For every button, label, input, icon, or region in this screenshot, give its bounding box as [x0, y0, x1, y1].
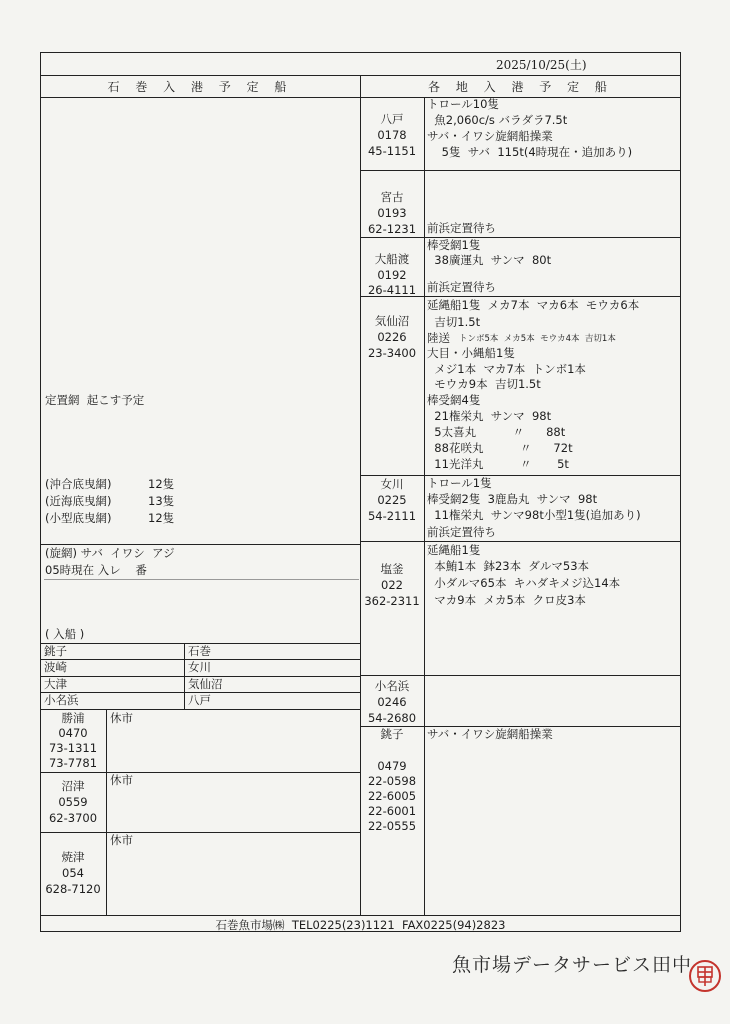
- rule: [40, 915, 681, 916]
- market-status: 休市: [110, 773, 133, 787]
- port-phone: 45-1151: [367, 144, 417, 158]
- divider: [424, 97, 425, 915]
- port-line: 5隻 サバ 115t(4時現在・追加あり): [427, 145, 633, 159]
- port-cell: 銚子: [44, 644, 67, 658]
- market-status: 休市: [110, 833, 133, 847]
- port-cell: 気仙沼: [188, 677, 223, 691]
- port-line: 本鮪1本 鉢23本 ダルマ53本: [427, 559, 590, 573]
- port-name: 小名浜: [374, 679, 410, 693]
- market-phone: 628-7120: [45, 882, 101, 896]
- port-phone: 0225: [377, 493, 407, 507]
- port-name: 大船渡: [374, 252, 410, 266]
- port-line-small: トンボ5本 メカ5本 モウカ4本 吉切1本: [459, 334, 616, 344]
- market-phone: 73-7781: [48, 756, 98, 770]
- port-name: 宮古: [380, 190, 404, 204]
- port-phone: 26-4111: [367, 283, 417, 297]
- rule: [40, 772, 360, 773]
- port-line: 小ダルマ65本 キハダキメジ込14本: [427, 576, 621, 590]
- port-line: 吉切1.5t: [427, 315, 481, 329]
- port-line: 5太喜丸 〃 88t: [427, 425, 566, 439]
- port-line: 魚2,060c/s バラダラ7.5t: [427, 113, 568, 127]
- port-line: 前浜定置待ち: [427, 221, 496, 235]
- port-cell: 石巻: [188, 644, 211, 658]
- trawl-count: 12隻: [148, 511, 175, 525]
- port-cell: 小名浜: [44, 693, 79, 707]
- rule: [360, 675, 681, 676]
- rule: [40, 832, 360, 833]
- divider: [106, 709, 107, 915]
- port-phone: 0479: [377, 759, 407, 773]
- market-name: 沼津: [61, 779, 85, 793]
- teichi-schedule: 定置網 起こす予定: [45, 393, 145, 407]
- makiami-species: (旋網) サバ イワシ アジ: [45, 546, 175, 560]
- seal-stamp: [689, 960, 721, 992]
- port-phone: 22-6001: [367, 804, 417, 818]
- port-line: メジ1本 マカ7本 トンボ1本: [427, 362, 586, 376]
- trawl-type: (小型底曳網): [45, 511, 112, 525]
- market-phone: 73-1311: [48, 741, 98, 755]
- port-line: 延縄船1隻: [427, 543, 481, 557]
- port-line: 前浜定置待ち: [427, 525, 496, 539]
- makiami-status: 05時現在 入レ 番: [45, 563, 147, 577]
- port-line: トロール10隻: [427, 97, 499, 111]
- port-name: 気仙沼: [374, 314, 410, 328]
- trawl-type: (近海底曳網): [45, 494, 112, 508]
- port-line: サバ・イワシ旋網船操業: [427, 129, 553, 143]
- port-phone: 0193: [377, 206, 407, 220]
- port-phone: 362-2311: [364, 594, 420, 608]
- port-name: 八戸: [380, 112, 404, 126]
- port-line: トロール1隻: [427, 476, 492, 490]
- market-phone: 62-3700: [48, 811, 98, 825]
- port-phone: 0192: [377, 268, 407, 282]
- port-phone: 0178: [377, 128, 407, 142]
- market-status: 休市: [110, 711, 133, 725]
- rule: [360, 541, 681, 542]
- port-phone: 22-0555: [367, 819, 417, 833]
- trawl-count: 12隻: [148, 477, 175, 491]
- port-line: 38廣運丸 サンマ 80t: [427, 253, 552, 267]
- port-phone: 23-3400: [367, 346, 417, 360]
- port-line: 前浜定置待ち: [427, 280, 496, 294]
- port-phone: 62-1231: [367, 222, 417, 236]
- footer-contact: 石巻魚市場㈱ TEL0225(23)1121 FAX0225(94)2823: [215, 918, 506, 932]
- port-name: 女川: [380, 477, 404, 491]
- market-name: 勝浦: [61, 711, 85, 725]
- header-regions: 各 地 入 港 予 定 船: [428, 80, 613, 94]
- rule: [40, 709, 360, 710]
- port-cell: 八戸: [188, 693, 211, 707]
- market-phone: 0559: [58, 795, 88, 809]
- port-line: 延縄船1隻 メカ7本 マカ6本 モウカ6本: [427, 298, 640, 312]
- seal-icon: [691, 962, 719, 990]
- port-phone: 54-2680: [367, 711, 417, 725]
- rule: [360, 237, 681, 238]
- port-phone: 22-6005: [367, 789, 417, 803]
- nyusen-label: ( 入船 ): [45, 627, 85, 641]
- header-ishinomaki: 石 巻 入 港 予 定 船: [107, 80, 293, 94]
- divider: [184, 643, 185, 709]
- report-date: 2025/10/25(土): [496, 58, 587, 72]
- market-phone: 054: [62, 866, 84, 880]
- port-line: 11光洋丸 〃 5t: [427, 457, 569, 471]
- port-phone: 022: [381, 578, 403, 592]
- port-cell: 波崎: [44, 660, 67, 674]
- trawl-count: 13隻: [148, 494, 175, 508]
- port-line: 棒受網4隻: [427, 393, 481, 407]
- port-line: 棒受網1隻: [427, 238, 481, 252]
- port-line: マカ9本 メカ5本 クロ皮3本: [427, 593, 586, 607]
- port-line: 11権栄丸 サンマ98t小型1隻(追加あり): [427, 508, 641, 522]
- rule: [360, 475, 681, 476]
- port-phone: 0246: [377, 695, 407, 709]
- rule: [44, 579, 359, 580]
- port-name: 塩釜: [380, 562, 404, 576]
- rule: [40, 544, 360, 545]
- port-line: 21権栄丸 サンマ 98t: [427, 409, 552, 423]
- port-phone: 22-0598: [367, 774, 417, 788]
- port-cell: 女川: [188, 660, 211, 674]
- port-line: 大目・小縄船1隻: [427, 346, 515, 360]
- port-line: 棒受網2隻 3鹿島丸 サンマ 98t: [427, 492, 598, 506]
- port-phone: 54-2111: [367, 509, 417, 523]
- port-cell: 大津: [44, 677, 67, 691]
- port-line: 陸送: [427, 331, 450, 345]
- port-line: 88花咲丸 〃 72t: [427, 441, 573, 455]
- port-name: 銚子: [380, 727, 404, 741]
- market-phone: 0470: [58, 726, 88, 740]
- market-name: 焼津: [61, 850, 85, 864]
- signature: 魚市場データサービス田中: [452, 954, 693, 976]
- rule: [360, 170, 681, 171]
- port-phone: 0226: [377, 330, 407, 344]
- port-line: サバ・イワシ旋網船操業: [427, 727, 553, 741]
- trawl-type: (沖合底曳網): [45, 477, 112, 491]
- port-line: モウカ9本 吉切1.5t: [427, 377, 541, 391]
